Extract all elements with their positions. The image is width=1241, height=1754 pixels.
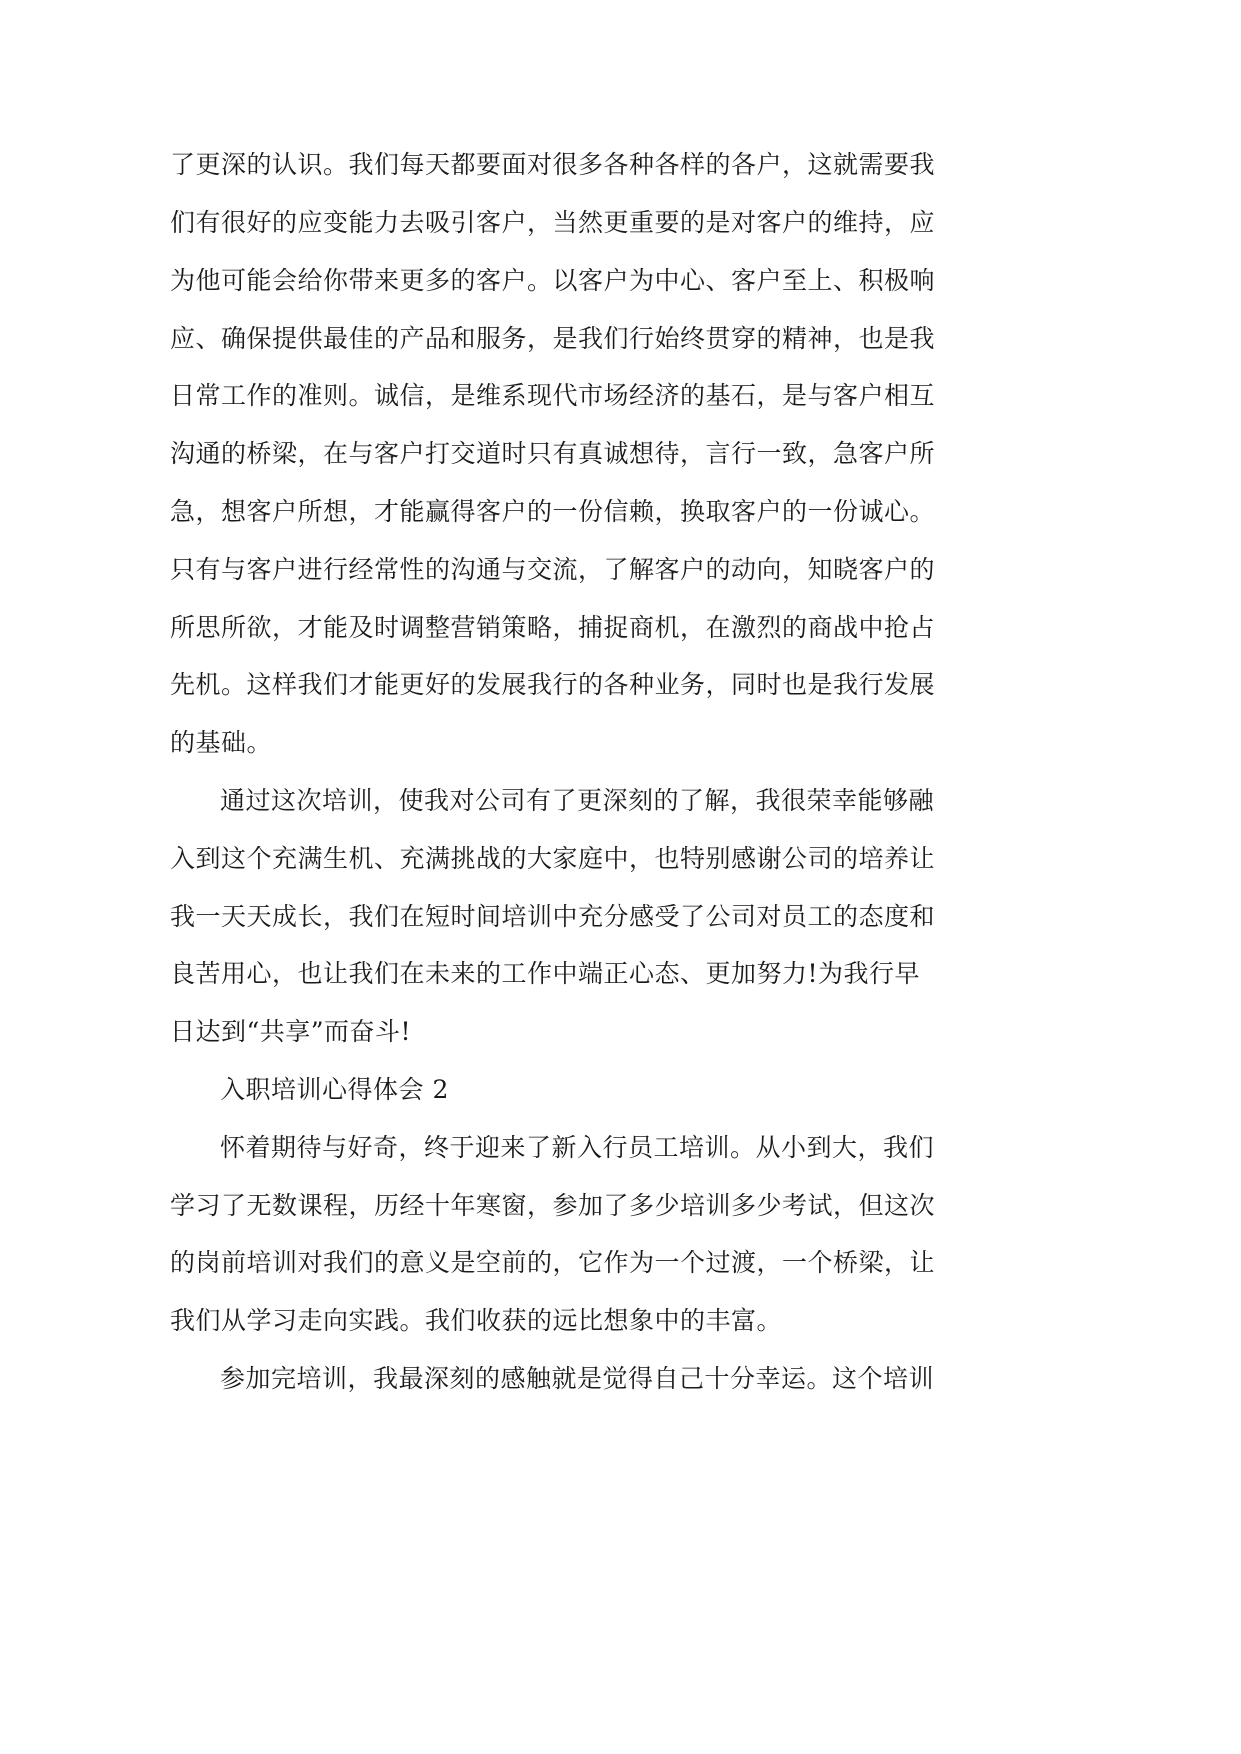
text-line: 入到这个充满生机、充满挑战的大家庭中，也特别感谢公司的培养让 [170, 844, 936, 873]
paragraph-first-line: 怀着期待与好奇，终于迎来了新入行员工培训。从小到大，我们 [220, 1133, 935, 1162]
text-line: 了更深的认识。我们每天都要面对很多各种各样的各户，这就需要我 [170, 150, 936, 179]
text-line: 只有与客户进行经常性的沟通与交流，了解客户的动向，知晓客户的 [170, 555, 936, 584]
text-line: 急，想客户所想，才能赢得客户的一份信赖，换取客户的一份诚心。 [170, 497, 936, 526]
section-heading: 入职培训心得体会 2 [220, 1075, 449, 1104]
paragraph-first-line: 参加完培训，我最深刻的感触就是觉得自己十分幸运。这个培训 [220, 1364, 935, 1393]
text-line: 应、确保提供最佳的产品和服务，是我们行始终贯穿的精神，也是我 [170, 324, 936, 353]
text-line: 良苦用心，也让我们在未来的工作中端正心态、更加努力!为我行早 [170, 959, 921, 988]
text-line: 我们从学习走向实践。我们收获的远比想象中的丰富。 [170, 1306, 783, 1335]
text-line: 所思所欲，才能及时调整营销策略，捕捉商机，在激烈的商战中抢占 [170, 613, 936, 642]
text-line: 为他可能会给你带来更多的客户。以客户为中心、客户至上、积极响 [170, 266, 936, 295]
text-line: 们有很好的应变能力去吸引客户，当然更重要的是对客户的维持，应 [170, 208, 936, 237]
text-line: 我一天天成长，我们在短时间培训中充分感受了公司对员工的态度和 [170, 902, 936, 931]
text-line: 先机。这样我们才能更好的发展我行的各种业务，同时也是我行发展 [170, 670, 936, 699]
text-line: 日达到“共享”而奋斗! [170, 1017, 412, 1046]
text-line: 的岗前培训对我们的意义是空前的，它作为一个过渡，一个桥梁，让 [170, 1248, 936, 1277]
text-line: 沟通的桥梁，在与客户打交道时只有真诚想待，言行一致，急客户所 [170, 439, 936, 468]
text-line: 的基础。 [170, 728, 273, 757]
text-line: 学习了无数课程，历经十年寒窗，参加了多少培训多少考试，但这次 [170, 1191, 936, 1220]
text-line: 日常工作的准则。诚信，是维系现代市场经济的基石，是与客户相互 [170, 381, 936, 410]
paragraph-first-line: 通过这次培训，使我对公司有了更深刻的了解，我很荣幸能够融 [220, 786, 935, 815]
